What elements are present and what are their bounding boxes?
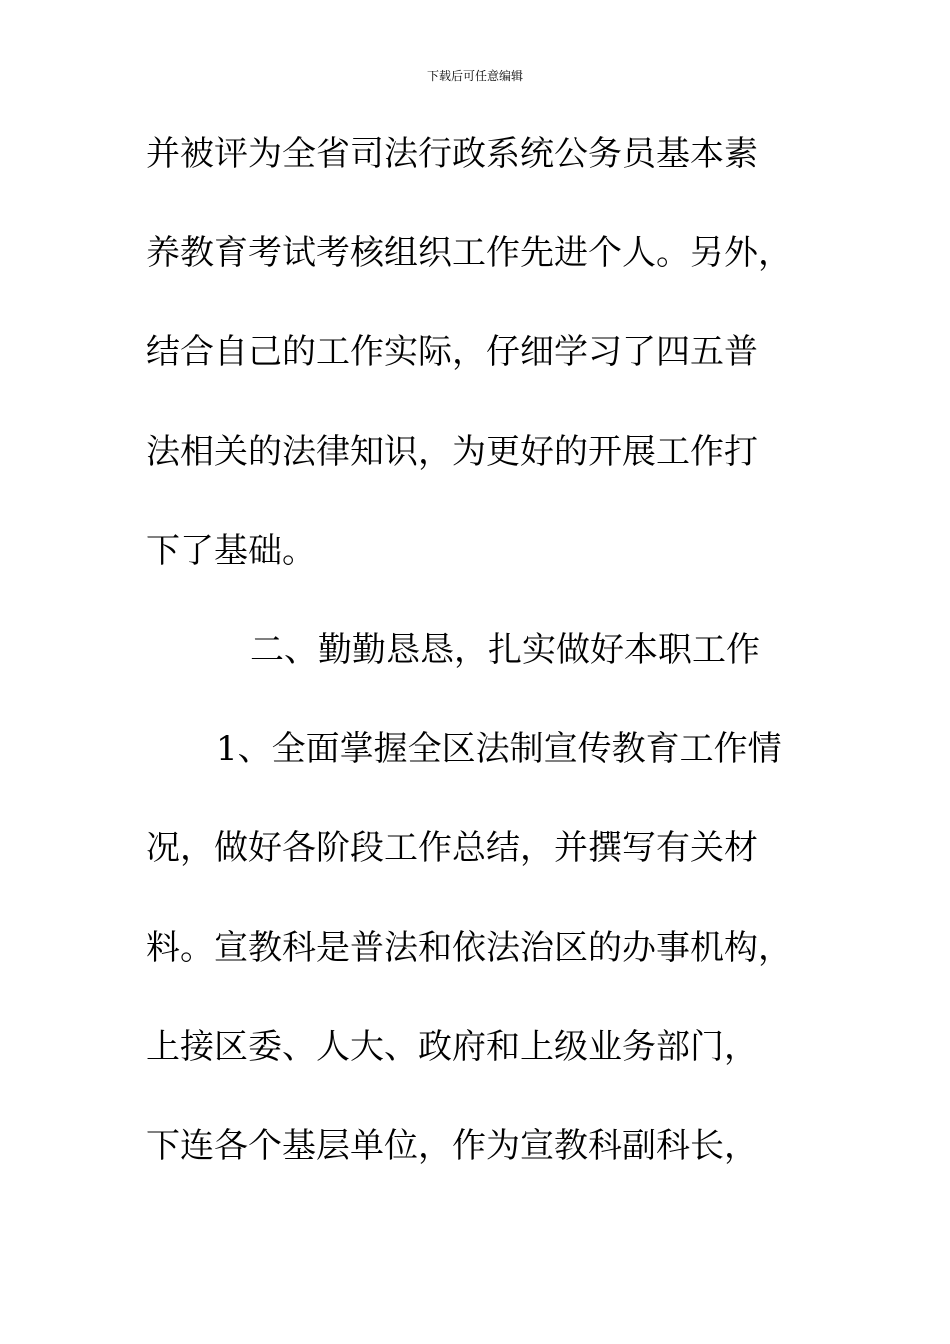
page-header: 下载后可任意编辑	[426, 69, 523, 83]
body-line: 下连各个基层单位，作为宣教科副科长，	[146, 1125, 758, 1166]
body-line: 养教育考试考核组织工作先进个人。另外，	[146, 233, 792, 274]
body-line: 上接区委、人大、政府和上级业务部门，	[146, 1026, 758, 1067]
section-heading: 二、勤勤恳恳，扎实做好本职工作	[250, 629, 760, 670]
body-line: 下了基础。	[146, 530, 316, 571]
body-line: 法相关的法律知识，为更好的开展工作打	[146, 431, 758, 472]
body-line: 并被评为全省司法行政系统公务员基本素	[146, 134, 758, 174]
paragraph-first-line: 1、全面掌握全区法制宣传教育工作情	[216, 729, 782, 770]
body-line: 况，做好各阶段工作总结，并撰写有关材	[146, 828, 758, 869]
body-line: 结合自己的工作实际，仔细学习了四五普	[146, 332, 758, 373]
document-body	[146, 128, 806, 1219]
body-line: 料。宣教科是普法和依法治区的办事机构，	[146, 927, 792, 968]
